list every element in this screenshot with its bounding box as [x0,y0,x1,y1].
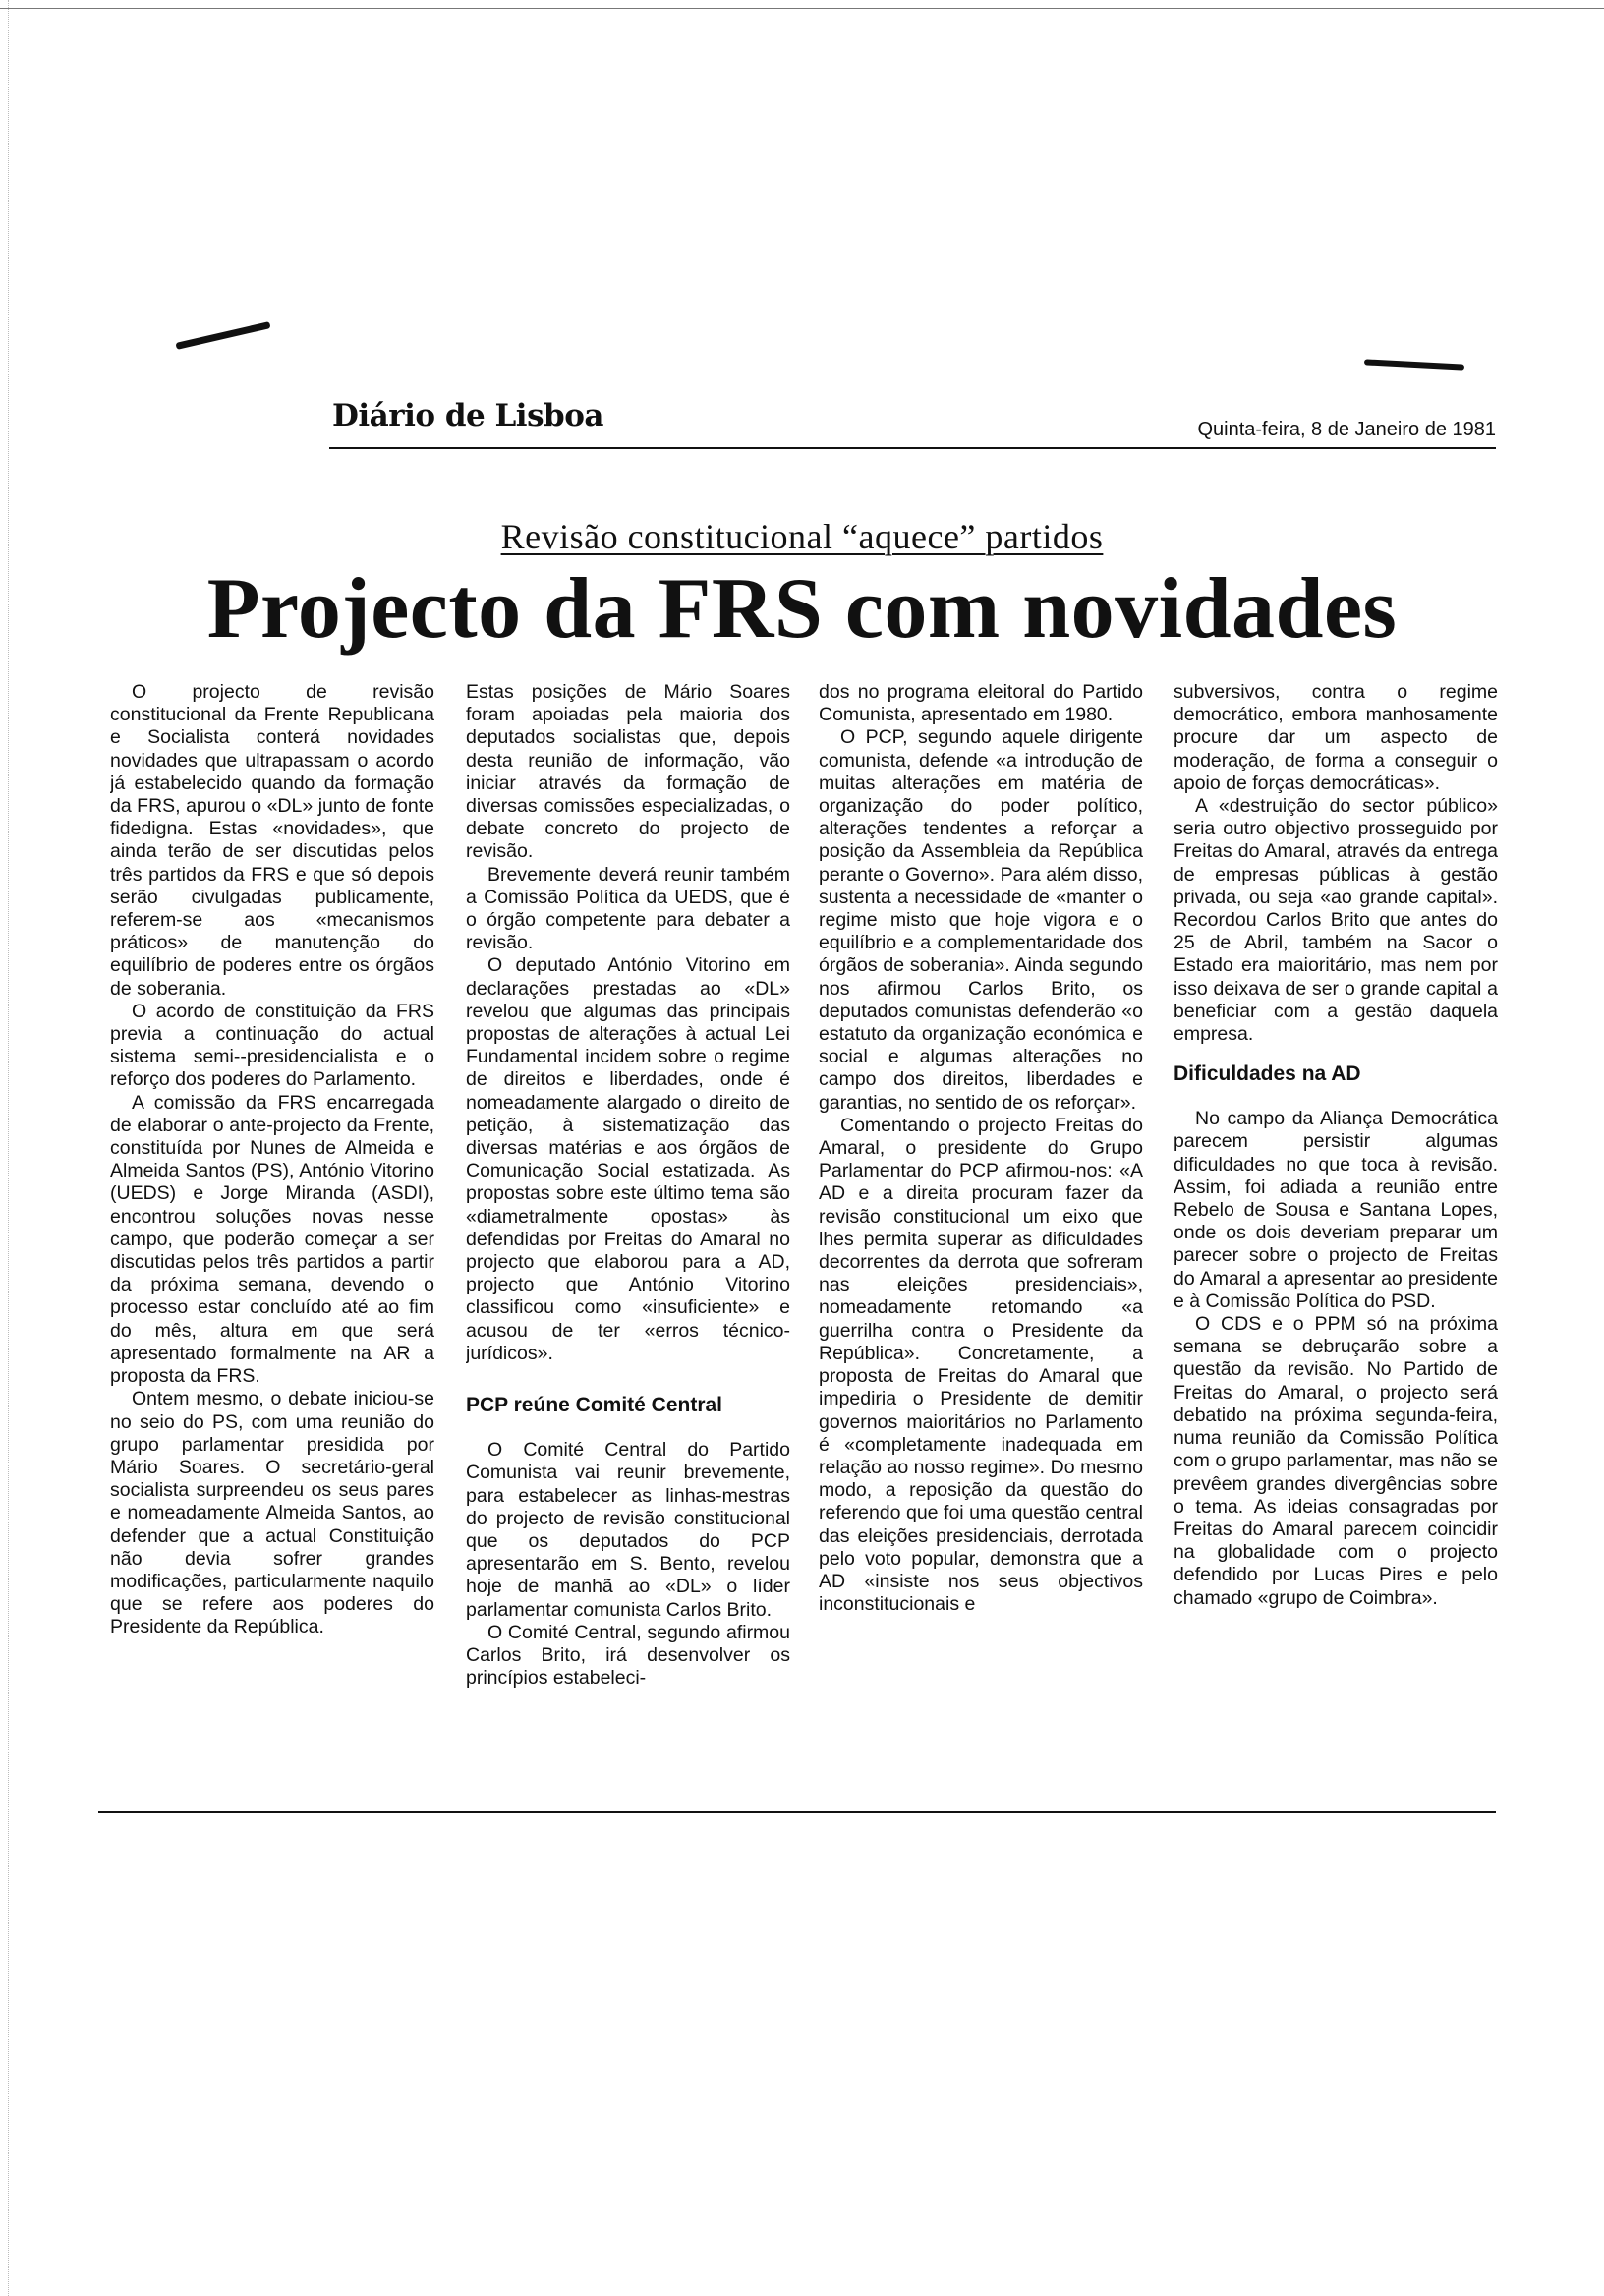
paragraph: O PCP, segundo aquele dirigente comunista, defende «a introdução de muitas alterações em matéria de organização do poder político, alterações tendentes a reforçar a posição da Assembleia da República perante o Governo». Para além disso, sustenta a necessidade de «manter o regime misto que hoje vigora e o equilíbrio e a complementaridade dos órgãos de soberania». Ainda segundo nos afirmou Carlos Brito, os deputados comunistas defenderão «o estatuto da organização económica e social e algumas alterações no campo dos direitos, liberdades e garantias, no sentido de os reforçar». [819,726,1143,1114]
subheading-pcp: PCP reúne Comité Central [466,1394,723,1417]
page-edge-top [0,8,1604,9]
paragraph: Ontem mesmo, o debate iniciou-se no seio do PS, com uma reunião do grupo parlamentar presidida por Mário Soares. O secretário-geral socialista surpreendeu os seus pares e nomeadamente Almeida Santos, ao defender que a actual Constituição não devia sofrer grandes modificações, particularmente naquilo que se refere aos poderes do Presidente da República. [110,1388,434,1638]
paragraph: A «destruição do sector público» seria outro objectivo prosseguido por Freitas do Amaral, através da entrega de empresas públicas à gestão privada, ou seja «ao grande capital». Recordou Carlos Brito que antes do 25 de Abril, também na Sacor o Estado era maioritário, mas nem por isso deixava de ser o grande capital a beneficiar com a gestão daquela empresa. [1174,795,1498,1046]
paragraph: subversivos, contra o regime democrático, embora manhosamente procure dar um aspecto de moderação, de forma a conseguir o apoio de forças democráticas». [1174,681,1498,794]
article-column-2 [466,681,790,1787]
paragraph: Brevemente deverá reunir também a Comissão Política da UEDS, que é o órgão competente para debater a revisão. [466,863,790,954]
paragraph: O deputado António Vitorino em declarações prestadas ao «DL» revelou que algumas das principais propostas de alterações à actual Lei Fundamental incidem sobre o regime de direitos e liberdades, onde é nomeadamente alargado o direito de petição, à sistematização das diversas matérias e aos órgãos de Comunicação Social estatizada. As propostas sobre este último tema são «diametralmente opostas» às defendidas por Freitas do Amaral no projecto que elaborou para a AD, projecto que António Vitorino classificou como «insuficiente» e acusou de ter «erros técnico-jurídicos». [466,954,790,1364]
issue-date: Quinta-feira, 8 de Janeiro de 1981 [1197,419,1496,440]
scan-mark-right [1364,359,1464,370]
paragraph: O Comité Central, segundo afirmou Carlos Brito, irá desenvolver os princípios estabeleci- [466,1621,790,1690]
article-column-3 [819,681,1143,1787]
article-kicker-text: Revisão constitucional “aquece” partidos [500,517,1104,556]
paragraph: A comissão da FRS encarregada de elaborar o ante-projecto da Frente, constituída por Nunes de Almeida e Almeida Santos (PS), António Vitorino (UEDS) e Jorge Miranda (ASDI), encontrou soluções novas nesse campo, que poderão começar a ser discutidas pelos três partidos a partir da próxima semana, devendo o processo estar concluído até ao fim do mês, altura em que será apresentado formalmente na AR a proposta da FRS. [110,1091,434,1388]
page-edge-left [8,0,10,2296]
paragraph: Estas posições de Mário Soares foram apoiadas pela maioria dos deputados socialistas que, depois desta reunião de informação, vão iniciar através da formação de diversas comissões especializadas, o debate concreto do projecto de revisão. [466,681,790,863]
article-column-1 [110,681,434,1787]
paragraph: O CDS e o PPM só na próxima semana se debruçarão sobre a questão da revisão. No Partido de Freitas do Amaral, o projecto será debatido na próxima segunda-feira, numa reunião da Comissão Política com o grupo parlamentar, mas não se prevêem grandes divergências sobre o tema. As ideias consagradas por Freitas do Amaral parecem coincidir na globalidade com o projecto defendido por Lucas Pires e pelo chamado «grupo de Coimbra». [1174,1313,1498,1609]
article-body [110,681,1498,1787]
article-column-4 [1174,681,1498,1787]
paragraph: No campo da Aliança Democrática parecem persistir algumas dificuldades no que toca à revisão. Assim, foi adiada a reunião entre Rebelo de Sousa e Santana Lopes, onde os dois deveriam preparar um parecer sobre o projecto de Freitas do Amaral a apresentar ao presidente e à Comissão Política do PSD. [1174,1108,1498,1312]
subheading-ad: Dificuldades na AD [1174,1062,1361,1086]
paragraph: O acordo de constituição da FRS previa a continuação do actual sistema semi--presidencialista e o reforço dos poderes do Parlamento. [110,1000,434,1091]
article-kicker [0,516,1604,557]
paragraph: O Comité Central do Partido Comunista vai reunir brevemente, para estabelecer as linhas-mestras do projecto de revisão constitucional que os deputados do PCP apresentarão em S. Bento, revelou hoje de manhã ao «DL» o líder parlamentar comunista Carlos Brito. [466,1439,790,1621]
article-end-rule [98,1811,1496,1813]
article-headline: Projecto da FRS com novidades [206,561,1398,657]
paragraph: O projecto de revisão constitucional da Frente Republicana e Socialista conterá novidades novidades que ultrapassam o acordo já estabelecido quando da formação da FRS, apurou o «DL» junto de fonte fidedigna. Estas «novidades», que ainda terão de ser discutidas pelos três partidos da FRS e que só depois serão civulgadas publicamente, referem-se aos «mecanismos práticos» de manutenção do equilíbrio de poderes entre os órgãos de soberania. [110,681,434,1000]
masthead-rule [329,447,1496,449]
paragraph: Comentando o projecto Freitas do Amaral, o presidente do Grupo Parlamentar do PCP afirmou-nos: «A AD e a direita procuram fazer da revisão constitucional um eixo que lhes permita superar as dificuldades decorrentes da derrota que sofreram nas eleições presidenciais», nomeadamente retomando «a guerrilha contra o Presidente da República». Concretamente, a proposta de Freitas do Amaral que impediria o Presidente de demitir governos maioritários no Parlamento é «completamente inadequada em relação ao nosso regime». Do mesmo modo, a reposição da questão do referendo que foi uma questão central das eleições presidenciais, derrotada pelo voto popular, demonstra que a AD «insiste nos seus objectivos inconstitucionais e [819,1114,1143,1616]
scan-mark-left [175,321,270,350]
paragraph: dos no programa eleitoral do Partido Comunista, apresentado em 1980. [819,681,1143,726]
newspaper-masthead: Diário de Lisboa [332,398,603,433]
